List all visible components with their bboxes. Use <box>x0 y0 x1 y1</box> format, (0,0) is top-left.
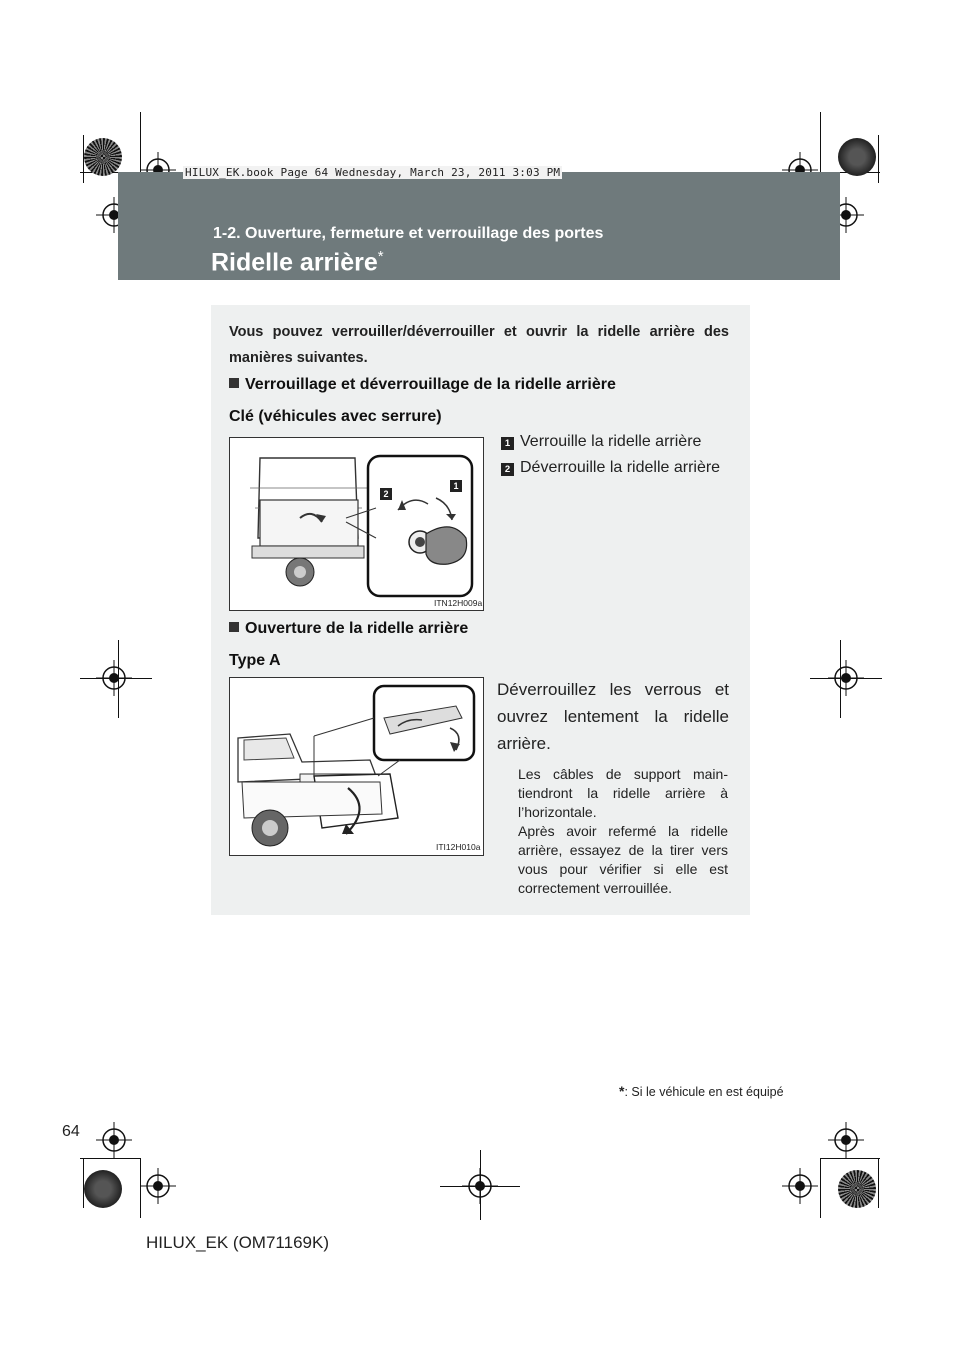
step-badge-1: 1 <box>501 437 514 450</box>
key-subheading: Clé (véhicules avec serrure) <box>229 408 442 425</box>
book-reference: HILUX_EK.book Page 64 Wednesday, March 23, 2011 3:03 PM <box>185 166 561 179</box>
step-text-lock: Verrouille la ridelle arrière <box>520 433 702 450</box>
figure-code-1: ITN12H009a <box>434 598 483 608</box>
document-id: HILUX_EK (OM71169K) <box>146 1233 329 1252</box>
opening-instruction: Déverrouillez les verrous et ouvrez lentement la ridelle arrière. <box>497 680 729 753</box>
type-subheading: Type A <box>229 652 281 669</box>
tailgate-key-drawing <box>230 438 483 610</box>
section-heading-open <box>229 620 468 638</box>
note-support-cables: Les câbles de support maintiendront la ridelle arrière à l’horizontale. <box>518 766 728 820</box>
key-lock-illustration <box>229 437 484 611</box>
section-title: 1-2. Ouverture, fermeture et verrouillage des portes <box>213 225 604 242</box>
footnote <box>619 1083 784 1099</box>
title-asterisk: * <box>377 248 384 265</box>
step-text-unlock: Déverrouille la ridelle arrière <box>520 459 721 476</box>
registration-mark-icon <box>462 1168 498 1204</box>
svg-text:1: 1 <box>453 481 459 491</box>
footnote-asterisk: * <box>619 1083 625 1099</box>
page-title-text: Ridelle arrière <box>211 248 378 277</box>
tailgate-opening-drawing <box>230 678 483 855</box>
registration-mark-icon <box>828 1122 864 1158</box>
page-title <box>211 248 384 277</box>
bullet-square-icon <box>229 378 239 388</box>
intro-text: Vous pouvez verrouiller/déverrouiller et ouvrir la ridelle arrière des manières suivantes. <box>229 324 729 366</box>
color-rosette-icon <box>838 138 876 176</box>
svg-text:2: 2 <box>383 489 389 499</box>
registration-mark-icon <box>96 660 132 696</box>
registration-mark-icon <box>828 660 864 696</box>
tailgate-opening-illustration <box>229 677 484 856</box>
bullet-square-icon <box>229 622 239 632</box>
section-heading-lock-text: Verrouillage et déverrouillage de la ridelle arrière <box>245 376 616 393</box>
note-check-lock: Après avoir refermé la ridelle arrière, essayez de la tirer vers vous pour vérifier si elle est correctement verrouillée. <box>518 823 728 896</box>
color-rosette-icon <box>84 1170 122 1208</box>
section-heading-open-text: Ouverture de la ridelle arrière <box>245 620 469 637</box>
footnote-text: : Si le véhicule en est équipé <box>624 1085 784 1099</box>
step-badge-2: 2 <box>501 463 514 476</box>
color-rosette-icon <box>838 1170 876 1208</box>
figure-code-2: ITI12H010a <box>436 842 481 852</box>
color-rosette-icon <box>84 138 122 176</box>
registration-mark-icon <box>140 1168 176 1204</box>
page-number: 64 <box>62 1123 80 1140</box>
section-heading-lock <box>229 376 616 394</box>
registration-mark-icon <box>782 1168 818 1204</box>
registration-mark-icon <box>96 1122 132 1158</box>
